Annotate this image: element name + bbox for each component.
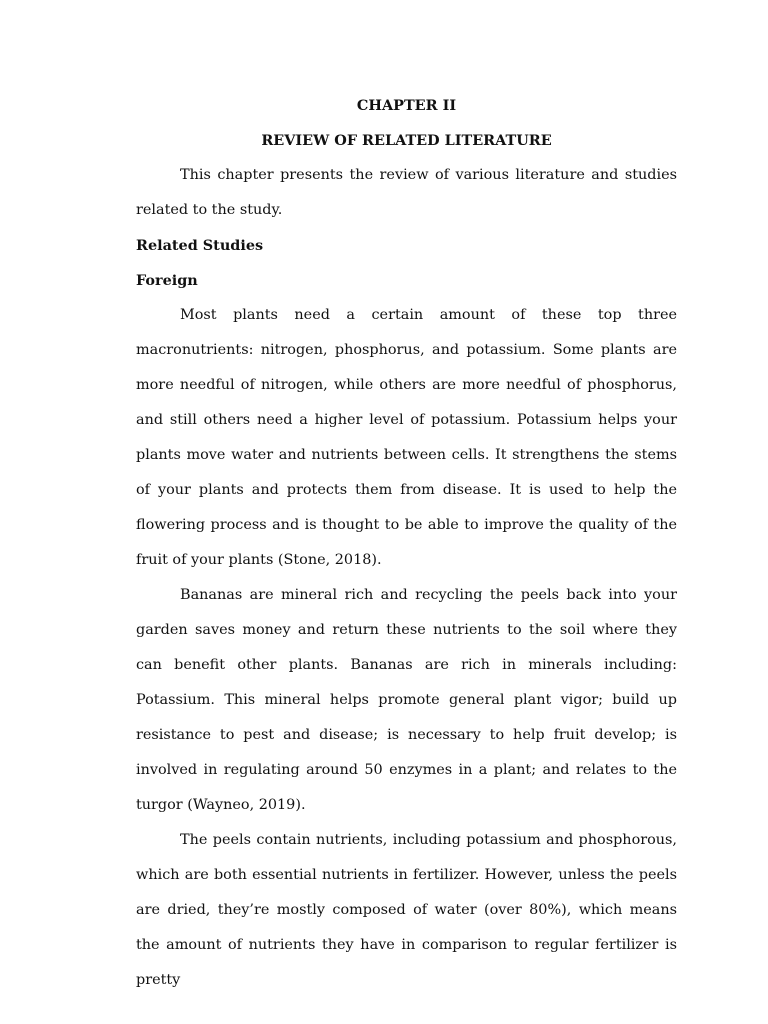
section-heading: Related Studies — [136, 237, 264, 254]
page-text-body — [136, 88, 677, 998]
chapter-label: CHAPTER II — [356, 97, 457, 114]
subsection-heading: Foreign — [136, 272, 198, 289]
body-paragraph: Most plants need a certain amount of these top three macronutrients: nitrogen, phosphorus, and potassium. Some plants are more needful of nitrogen, while others are more needful of phosphorus, and still others need a higher level of potassium. Potassium helps your plants move water and nutrients between cells. It strengthens the stems of your plants and protects them from disease. It is used to help the flowering process and is thought to be able to improve the quality of the fruit of your plants (Stone, 2018). — [136, 307, 677, 568]
body-paragraph: Bananas are mineral rich and recycling the peels back into your garden saves money and return these nutrients to the soil where they can benefit other plants. Bananas are rich in minerals including: Potassium. This mineral helps promote general plant vigor; build up resistance to pest and disease; is necessary to help fruit develop; is involved in regulating around 50 enzymes in a plant; and relates to the turgor (Wayneo, 2019). — [136, 587, 677, 813]
body-paragraph: The peels contain nutrients, including potassium and phosphorous, which are both essential nutrients in fertilizer. However, unless the peels are dried, they’re mostly composed of water (over 80%), which means the amount of nutrients they have in comparison to regular fertilizer is pretty — [136, 832, 677, 988]
chapter-title: REVIEW OF RELATED LITERATURE — [261, 132, 552, 149]
intro-paragraph: This chapter presents the review of various literature and studies related to the study. — [136, 167, 677, 218]
